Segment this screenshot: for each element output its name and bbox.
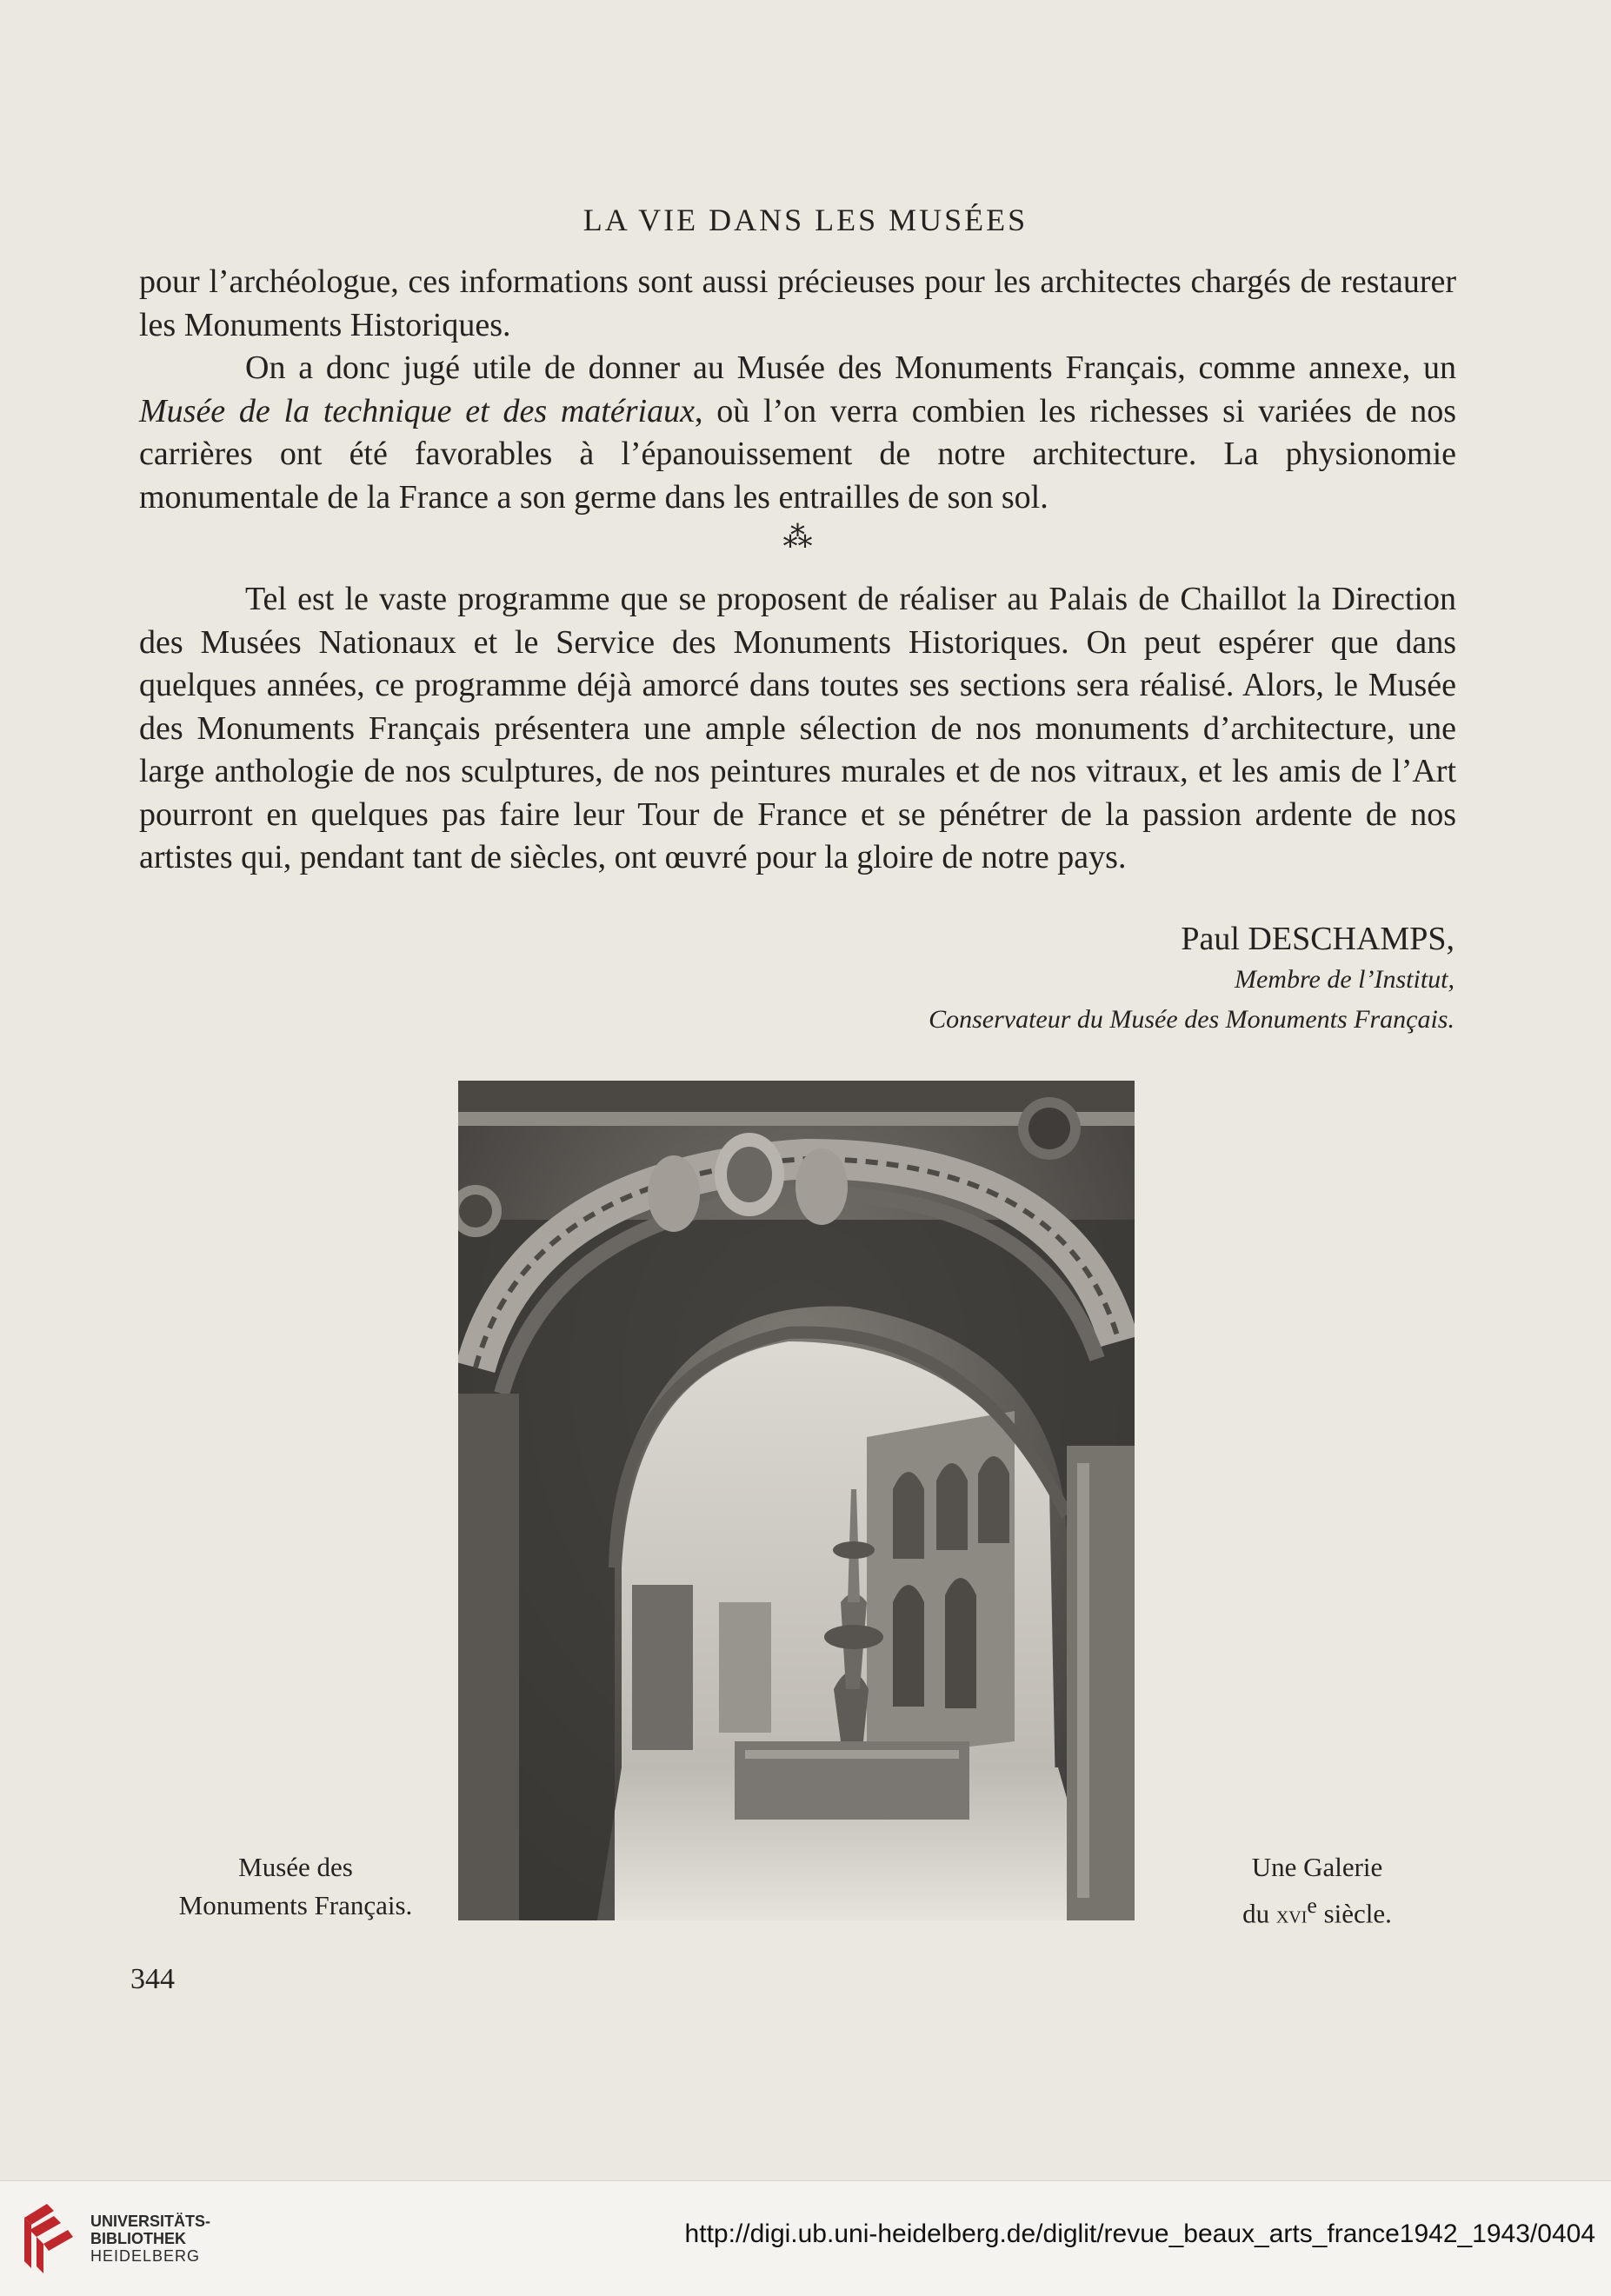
asterism-separator: ⁂ [782, 522, 813, 554]
caption-right [1169, 1848, 1465, 1934]
caption-left-line-1: Musée des [238, 1852, 353, 1882]
library-logo-icon [19, 2200, 80, 2273]
signature-block [929, 918, 1455, 1040]
paragraph-2 [139, 347, 1456, 519]
paragraph-3: Tel est le vaste programme que se proposent de réaliser au Palais de Chaillot la Direction des Musées Nationaux et le Service des Monuments Historiques. On peut espérer que dans quelques années, ce programme déjà amorcé dans toutes ses sections sera réalisé. Alors, le Musée des Monuments Français présentera une ample sélection de nos monuments d’architecture, une large anthologie de nos sculptures, de nos peintures murales et de nos vitraux, et les amis de l’Art pourront en quelques pas faire leur Tour de France et se pénétrer de la passion ardente de nos artistes qui, pendant tant de siècles, ont œuvré pour la gloire de notre pays. [139, 581, 1456, 875]
paragraph-1: pour l’archéologue, ces informations sont aussi précieuses pour les architectes chargés de restaurer les Monuments Historiques. [139, 263, 1456, 343]
footer-bar [0, 2180, 1611, 2296]
page-number: 344 [130, 1963, 175, 1995]
caption-right-line-1: Une Galerie [1251, 1852, 1383, 1882]
museum-title-italic: Musée de la technique et des matériaux [139, 392, 695, 429]
author-title-1: Membre de l’Institut, [1235, 965, 1455, 994]
century-numeral: xvi [1275, 1901, 1308, 1929]
century-superscript: e [1307, 1893, 1317, 1918]
gallery-photograph-drawing [458, 1081, 1135, 1920]
gallery-photograph [458, 1081, 1135, 1920]
paragraph-2-start: On a donc jugé utile de donner au Musée des Monuments Français, comme annexe, un [245, 349, 1456, 386]
source-url-link[interactable]: http://digi.ub.uni-heidelberg.de/diglit/revue_beaux_arts_france1942_1943/0404 [684, 2219, 1595, 2248]
running-head: LA VIE DANS LES MUSÉES [582, 203, 1029, 237]
paragraph-2-end: , où l’on verra combien les richesses si variées de nos carrières ont été favorables à l’épanouissement de notre architecture. La physionomie monumentale de la France a son germe dans les entrailles de son sol. [139, 392, 1456, 516]
caption-right-line-2 [1169, 1887, 1465, 1934]
author-name: Paul DESCHAMPS, [1181, 921, 1455, 957]
library-name-line-3: HEIDELBERG [90, 2247, 201, 2265]
library-name-line-2: BIBLIOTHEK [90, 2230, 186, 2247]
article-body [139, 261, 1456, 880]
library-name [90, 2213, 210, 2265]
caption-right-suffix: siècle. [1316, 1898, 1392, 1929]
caption-left-line-2: Monuments Français. [178, 1890, 413, 1920]
library-name-line-1: UNIVERSITÄTS- [90, 2213, 211, 2230]
caption-left [130, 1848, 461, 1925]
author-title-2: Conservateur du Musée des Monuments Français. [929, 1005, 1455, 1034]
caption-right-prefix: du [1242, 1898, 1276, 1929]
